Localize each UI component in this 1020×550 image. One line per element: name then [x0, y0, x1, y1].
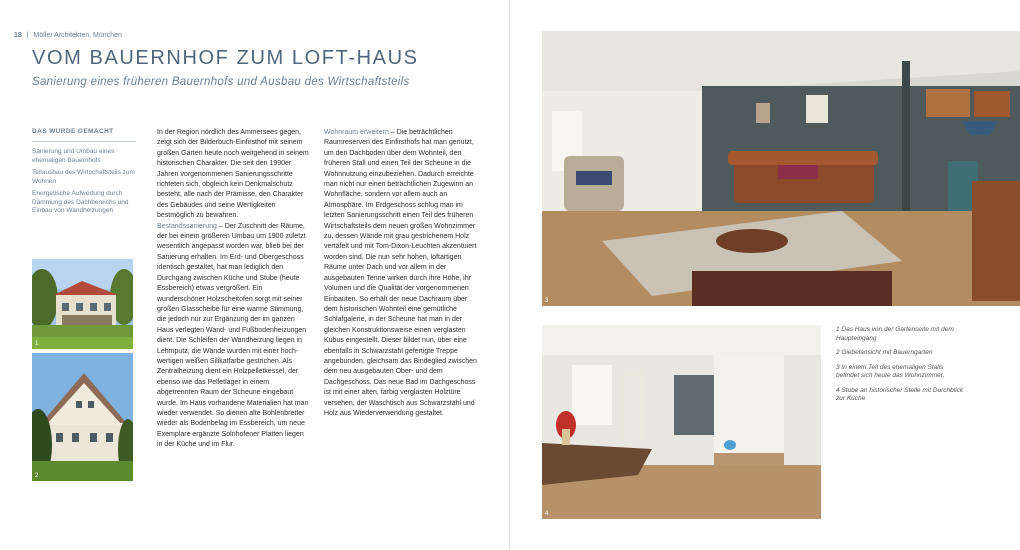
- caption: 1 Das Haus von der Gartenseite mit dem Haupteingang: [836, 326, 954, 342]
- header-separator: |: [26, 32, 29, 39]
- section-keyword: Bestandssanierung: [157, 222, 217, 230]
- sidebar-heading: DAS WURDE GEMACHT: [32, 128, 114, 135]
- photo-number: 2: [35, 473, 39, 479]
- running-header: [14, 32, 122, 39]
- paragraph-intro: In der Region nördlich des Ammersees gegen, zeigt sich der Bilderbuch-Einfirsthof mit seinem großen Garten heute noch weitgehend in seinem historischen Charakter. Die seit den 1990er Jahren vorgenommenen Sanierungsschritte richteten sich, obgleich kein Denkmalschutz besteht, alle nach der Prämisse, den Charakter des Gebäudes und seine Wertigkeiten bestmöglich zu bewahren.: [157, 129, 309, 220]
- photo-number: 4: [545, 511, 549, 517]
- photo-number: 3: [545, 298, 549, 304]
- article-subtitle: Sanierung eines früheren Bauernhofs und Ausbau des Wirtschaftsteils: [32, 76, 410, 88]
- caption: 4 Stube an historischer Stelle mit Durchblick zur Küche: [836, 386, 964, 402]
- paragraph-body: – Die beträchtlichen Raumreserven des Einfirsthofs hat man genutzt, um den Dachboden über dem Wohnteil, den früheren Stall und einen Teil der Scheune in die Wohnnutzung einzubeziehen. Dadurch erreichte man nicht nur einen beträchtlichen Zugewinn an Wohnfläche, sondern vor allem auch an Atmosphäre. Im Erdgeschoss schlug man im letzten Sanierungsschritt einen Teil des früheren Wirtschaftsteils dem neuen großen Wohnzimmer zu, dessen Wände mit grau gestrichenem Holz vertäfelt und mit Tom-Dixon-Leuchten akzentuiert worden sind. Die nun sehr hohen, loftartigen Räume unter Dach und vor allem in der ausgebauten Tenne wirken durch ihre Höhe, ihr Volumen und die Qualität der vorgenommenen Einbauten. So erhält der neue Dachraum über dem historischen Wohnteil eine gemütliche Schlafgalerie, in der Scheune hat man in der gleichen Konstruktionsweise einen verglasten Kubus eingestellt. Dieser bildet nun, über eine ebenfalls in Schwarzstahl gefertigte Treppe angebunden, gleichsam das Bindeglied zwischen dem neu ausgebauten Ober- und dem Dachgeschoss. Das neue Bad im Dachgeschoss ist mit einer alten, farbig verglasten Holztüre versehen, der Waschtisch aus Schwarzstahl und Holz aus Wiederverwendung gestaltet.: [324, 129, 477, 417]
- photo-gable-view: [32, 353, 133, 481]
- caption: 3 In einem Teil des ehemaligen Stalls befindet sich heute das Wohnzimmer.: [836, 363, 945, 379]
- sidebar-item: Teilausbau des Wirtschaftsteils zum Wohnen: [32, 169, 135, 185]
- photo-house-garden: [32, 259, 133, 349]
- publisher-name: Möller Architekten, München: [33, 32, 122, 39]
- photo-stube: [542, 325, 821, 519]
- text-column-2: [324, 128, 477, 419]
- photo-captions: [836, 326, 966, 410]
- sidebar-item: Energetische Aufwertung durch Dämmung des Dachbereichs und Einbau von Wandheizungen: [32, 190, 129, 214]
- summary-sidebar: [32, 128, 136, 220]
- paragraph-body: – Der Zuschnitt der Räume, der bei einem größeren Umbau um 1900 zuletzt wesentlich angepasst worden war, blieb bei der Sanierung erhalten. Im Erd- und Obergeschoss identisch gestaltet, hat man lediglich den Durchgang zwischen Küche und Stube (heute Essbereich) etwas vergrößert. Ein wunderschöner Holzscheitofen sorgt mit seiner großen Glasscheibe für eine warme Stimmung, die jedoch nur zur Ergänzung der im ganzen Haus verlegten Wand- und Fußbodenheizungen dient. Die Schleifen der Wandheizung liegen in Lehmputz, die Wände wurden mit einer hochwertigen weißen Silikatfarbe gestrichen. Als Zentralheizung dient ein Holzpelletkessel, der ebenso wie das Pelletlager in einem abgetrennten Raum der Scheune eingebaut wurde. Im Haus vorhandene Materialien hat man wieder verwendet. So dienen alte Bohlenbretter wieder als Bodenbelag im Essbereich, um neue Exemplare ergänzte Solnhofener Platten liegen in der Küche und im Flur.: [157, 222, 309, 449]
- photo-number: 1: [35, 341, 39, 347]
- caption: 2 Giebelansicht mit Bauerngarten: [836, 349, 933, 356]
- sidebar-item: Sanierung und Umbau eines ehemaligen Bauernhofs: [32, 148, 115, 164]
- text-column-1: [157, 128, 310, 451]
- sidebar-rule: [32, 141, 136, 142]
- page-number: 18: [14, 32, 22, 39]
- page-gutter: [509, 0, 511, 550]
- section-keyword: Wohnraum erweitern: [324, 129, 389, 136]
- article-title: VOM BAUERNHOF ZUM LOFT-HAUS: [32, 47, 419, 69]
- photo-living-room: [542, 31, 1020, 306]
